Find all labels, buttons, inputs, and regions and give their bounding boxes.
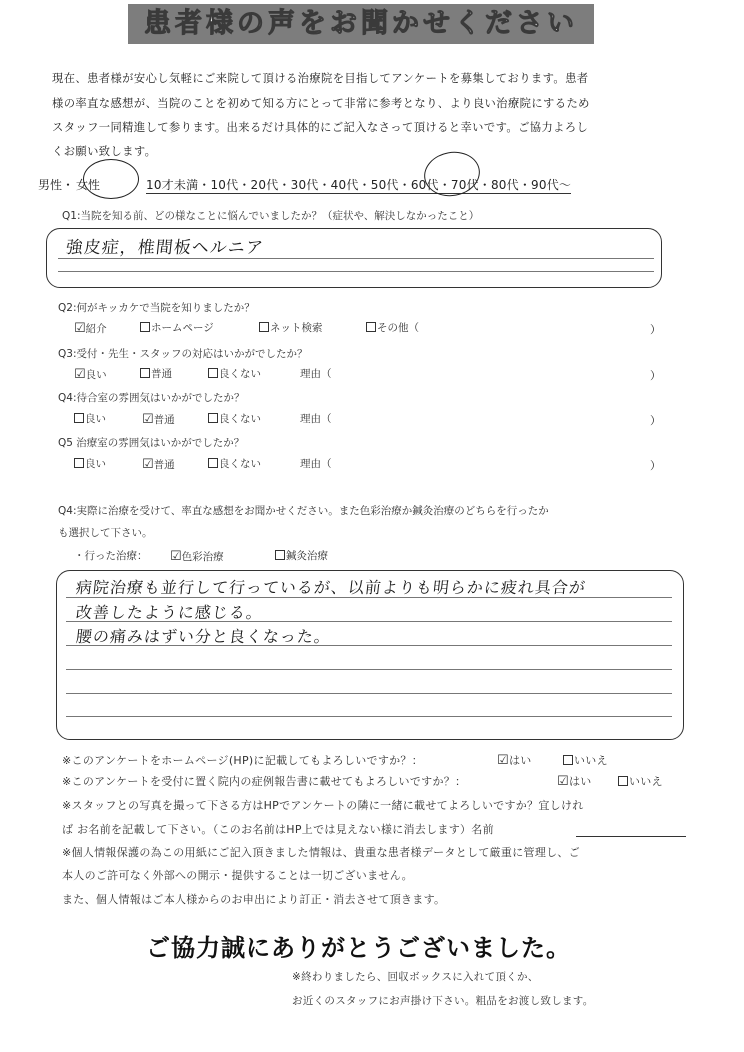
q5-close-paren: ） (650, 459, 661, 472)
q5-option-label: 良くない (219, 458, 261, 470)
privacy-line-2: 本人のご許可なく外部への開示・提供することは一切ございません。 (62, 869, 413, 882)
q4b-answer-line-3: 腰の痛みはずい分と良くなった。 (74, 627, 332, 646)
photo-line-1: ※スタッフとの写真を撮って下さる方はHPでアンケートの隣に一緒に載せてよろしいですか？宜しけれ (62, 799, 584, 812)
q3-reason-label: 理由（ (300, 368, 332, 380)
check-icon: ☑ (142, 457, 154, 472)
q1-answer-text: 強皮症，椎間板ヘルニア (64, 238, 265, 258)
q3-option-label: 良くない (219, 368, 261, 380)
q5-option-good[interactable] (74, 458, 106, 471)
footer-line-2: お近くのスタッフにお声掛け下さい。粗品をお渡し致します。 (292, 995, 594, 1007)
q5-option-normal[interactable] (142, 458, 175, 472)
q4b-label-line-1: Q4:実際に治療を受けて、率直な感想をお聞かせください。また色彩治療か鍼灸治療のどちらを行ったか (58, 505, 549, 517)
hp-no-label: いいえ (574, 754, 608, 767)
hp-question: ※このアンケートをホームページ(HP)に記載してもよろしいですか？： (62, 754, 424, 767)
checkbox-icon (208, 368, 218, 378)
q5-option-label: 普通 (153, 459, 175, 471)
hp-option-yes[interactable] (497, 754, 532, 768)
q2-option-label: その他（ (377, 322, 419, 334)
q5-label: Q5 治療室の雰囲気はいかがでしたか？ (58, 437, 245, 449)
q2-option-referral[interactable] (74, 322, 107, 336)
q4b-rule-4 (66, 669, 672, 670)
checkbox-icon (366, 322, 376, 332)
check-icon: ☑ (142, 412, 154, 427)
gender-separator: ・ (62, 178, 75, 192)
report-option-no[interactable] (618, 775, 663, 789)
q3-option-label: 良い (85, 369, 107, 381)
q5-reason-label: 理由（ (300, 458, 332, 470)
q2-option-other[interactable] (366, 322, 419, 335)
hp-option-no[interactable] (563, 754, 608, 768)
photo-line-2: ば お名前を記載して下さい。（このお名前はHP上では見えない様に消去します）名前 (62, 823, 494, 836)
report-no-label: いいえ (629, 775, 663, 788)
q4a-option-normal[interactable] (142, 413, 175, 427)
q2-option-label: ネット検索 (270, 322, 323, 334)
gender-selection-circle (83, 159, 139, 199)
q1-rule-2 (58, 271, 654, 272)
check-icon: ☑ (557, 774, 569, 789)
q3-option-normal[interactable] (140, 368, 172, 381)
checkbox-icon (208, 458, 218, 468)
check-icon: ☑ (74, 367, 86, 382)
intro-line-4: くお願い致します。 (52, 145, 157, 158)
q4a-option-bad[interactable] (208, 413, 261, 426)
q4b-treatment-label: ・行った治療： (74, 550, 148, 562)
checkbox-icon (208, 413, 218, 423)
q4b-option-label: 色彩治療 (181, 551, 224, 563)
q1-label: Q1:当院を知る前、どの様なことに悩んでいましたか？（症状や、解決しなかったこと） (62, 210, 480, 222)
q3-option-good[interactable] (74, 368, 107, 382)
q3-option-bad[interactable] (208, 368, 261, 381)
check-icon: ☑ (170, 549, 182, 564)
check-icon: ☑ (74, 321, 86, 336)
check-icon: ☑ (497, 753, 509, 768)
q2-label: Q2:何がキッカケで当院を知りましたか？ (58, 302, 255, 314)
footer-line-1: ※終わりましたら、回収ボックスに入れて頂くか、 (292, 971, 539, 983)
q4a-option-good[interactable] (74, 413, 106, 426)
q4b-rule-6 (66, 716, 672, 717)
q4a-label: Q4:待合室の雰囲気はいかがでしたか？ (58, 392, 245, 404)
q4b-option-acupuncture[interactable] (275, 550, 328, 563)
q4a-option-label: 普通 (153, 414, 175, 426)
intro-line-3: スタッフ一同精進して参ります。出来るだけ具体的にご記入なさって頂けると幸いです。ご協力よろし (52, 121, 589, 134)
checkbox-icon (140, 368, 150, 378)
q4b-answer-line-2: 改善したように感じる。 (74, 603, 264, 622)
intro-line-1: 現在、患者様が安心し気軽にご来院して頂ける治療院を目指してアンケートを募集しております。患者 (52, 72, 589, 85)
page-title: 患者様の声をお聞かせください (128, 4, 594, 44)
q2-option-label: ホームページ (151, 322, 214, 334)
q4a-option-label: 良くない (219, 413, 261, 425)
q4b-answer-line-1: 病院治療も並行して行っているが、以前よりも明らかに疲れ具合が (74, 578, 587, 597)
q4a-option-label: 良い (85, 413, 106, 425)
q1-rule-1 (58, 258, 654, 259)
q4b-rule-5 (66, 693, 672, 694)
checkbox-icon (74, 458, 84, 468)
q4b-option-color-therapy[interactable] (170, 550, 224, 564)
q3-option-label: 普通 (151, 368, 172, 380)
report-yes-label: はい (568, 775, 592, 788)
q3-close-paren: ） (650, 369, 661, 382)
gender-female[interactable]: 女性 (76, 178, 101, 192)
q4a-reason-label: 理由（ (300, 413, 332, 425)
checkbox-icon (140, 322, 150, 332)
report-question: ※このアンケートを受付に置く院内の症例報告書に載せてもよろしいですか？： (62, 775, 467, 788)
privacy-line-1: ※個人情報保護の為この用紙にご記入頂きました情報は、貴重な患者様データとして厳重に管理し、ご (62, 846, 581, 859)
checkbox-icon (259, 322, 269, 332)
thanks-message: ご協力誠にありがとうございました。 (146, 933, 571, 962)
age-options[interactable]: 10才未満・10代・20代・30代・40代・50代・60代・70代・80代・90代〜 (146, 178, 572, 192)
checkbox-icon (563, 755, 573, 765)
q4b-label-line-2: も選択して下さい。 (58, 527, 153, 539)
hp-yes-label: はい (508, 754, 532, 767)
intro-line-2: 様の率直な感想が、当院のことを初めて知る方にとって非常に参考となり、より良い治療院にするため (52, 97, 590, 110)
q4a-close-paren: ） (650, 414, 661, 427)
checkbox-icon (275, 550, 285, 560)
report-option-yes[interactable] (557, 775, 592, 789)
q2-close-paren: ） (650, 323, 661, 336)
gender-male[interactable]: 男性 (38, 178, 63, 192)
checkbox-icon (74, 413, 84, 423)
q5-option-label: 良い (85, 458, 106, 470)
checkbox-icon (618, 776, 628, 786)
q4b-option-label: 鍼灸治療 (286, 550, 328, 562)
privacy-line-3: また、個人情報はご本人様からのお申出により訂正・消去させて頂きます。 (62, 893, 446, 906)
q2-option-homepage[interactable] (140, 322, 214, 335)
q3-label: Q3:受付・先生・スタッフの対応はいかがでしたか？ (58, 348, 308, 360)
q2-option-label: 紹介 (85, 323, 107, 335)
q5-option-bad[interactable] (208, 458, 261, 471)
q2-option-web-search[interactable] (259, 322, 323, 335)
name-input-line[interactable] (576, 836, 686, 837)
